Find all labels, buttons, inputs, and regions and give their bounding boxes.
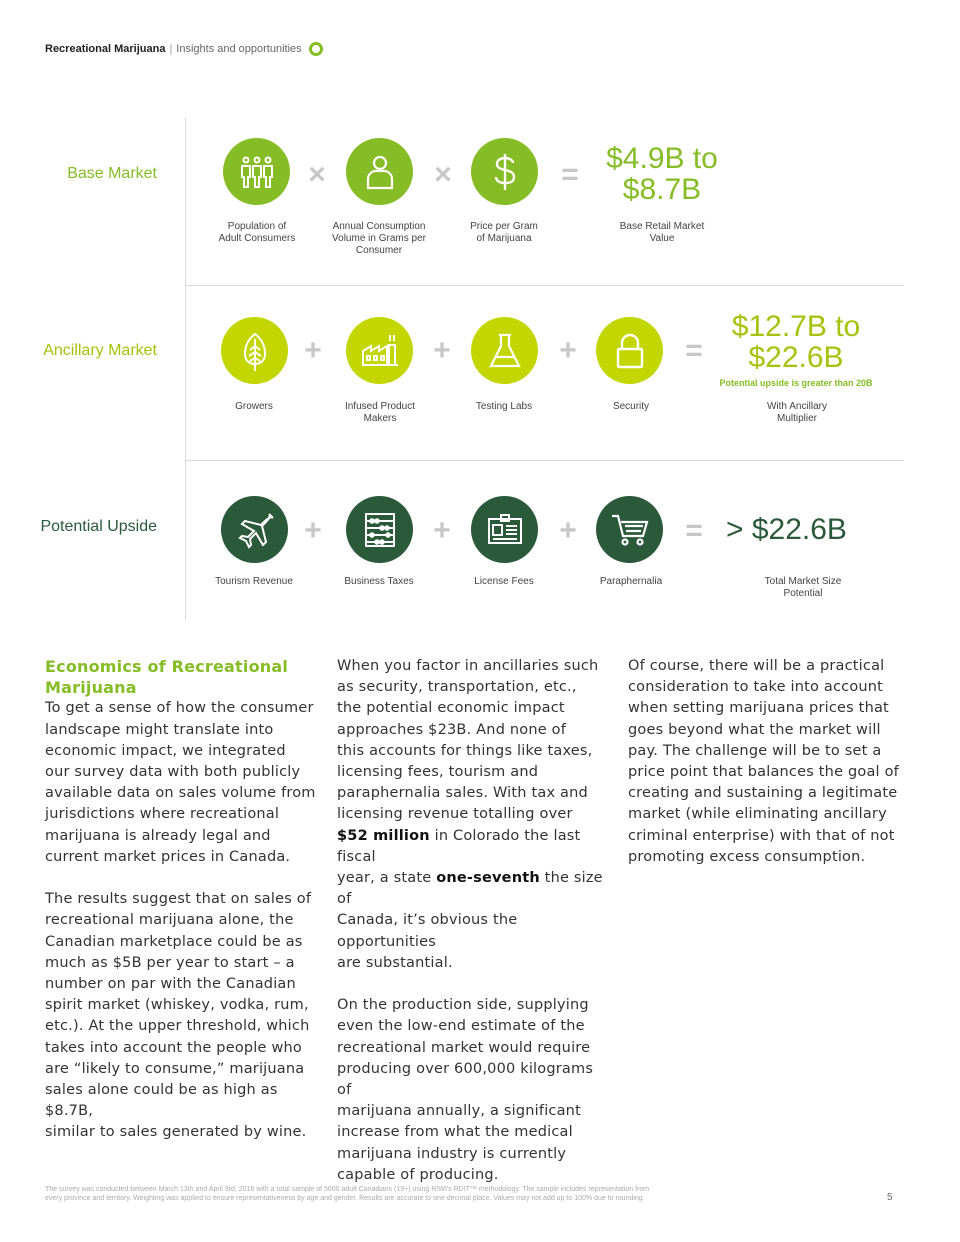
text-line: jurisdictions where recreational: [45, 806, 280, 823]
caption-line: Adult Consumers: [218, 233, 296, 244]
dollar-icon: [471, 138, 538, 205]
text-line: current market prices in Canada.: [45, 848, 291, 865]
caption-line: Population of: [227, 221, 287, 232]
caption-line: License Fees: [474, 576, 534, 587]
text-line: paraphernalia sales. With tax and: [337, 785, 588, 802]
caption-line: Base Retail Market: [619, 221, 705, 232]
survey-footnote: [45, 1185, 825, 1203]
text-line: pay. The challenge will be to set a: [628, 742, 882, 759]
caption-growers: [209, 401, 299, 413]
text-line: market (while eliminating ancillary: [628, 806, 887, 823]
text-line: Of course, there will be a practical: [628, 658, 885, 674]
footnote-line: every province and territory. Weighting was applied to ensure representativeness by age and gender. Results are accurate to one decimal place. Values may not add up to 100% due to rounding.: [45, 1195, 645, 1202]
paragraph: [628, 656, 908, 868]
operator-plus-2: +: [433, 334, 451, 367]
caption-security: [586, 401, 676, 413]
caption-base-result: [607, 221, 717, 245]
text-line: When you factor in ancillaries such: [337, 658, 599, 674]
text-line: are substantial.: [337, 954, 453, 971]
text-line: increase from what the medical: [337, 1124, 573, 1141]
abacus-icon: [346, 496, 413, 563]
text-line: when setting marijuana prices that: [628, 700, 889, 717]
text-line: Canada, it’s obvious the opportunities: [337, 912, 518, 950]
license-card-icon: [471, 496, 538, 563]
caption-infused-product: [325, 401, 435, 425]
text-fragment: the size of: [337, 870, 603, 908]
caption-ancillary-result: [742, 401, 852, 425]
caption-line: Total Market Size: [764, 576, 842, 587]
header-subtitle: Insights and opportunities: [176, 43, 302, 55]
factory-icon: [346, 317, 413, 384]
text-line: [337, 826, 612, 868]
text-line: To get a sense of how the consumer: [45, 700, 314, 717]
text-line: [337, 868, 612, 910]
caption-line: Testing Labs: [475, 401, 533, 412]
text-line: similar to sales generated by wine.: [45, 1124, 307, 1141]
caption-line: Price per Gram: [470, 221, 538, 232]
caption-line: Annual Consumption: [332, 221, 426, 232]
operator-equals-1: =: [561, 158, 579, 191]
text-line: even the low-end estimate of the: [337, 1018, 585, 1035]
ancillary-market-result: [716, 311, 876, 373]
text-line: available data on sales volume from: [45, 785, 316, 802]
text-line: recreational market would require: [337, 1039, 591, 1056]
heading-line: Economics of Recreational: [45, 657, 289, 676]
text-line: spirit market (whiskey, vodka, rum,: [45, 997, 309, 1014]
caption-line: Consumer: [355, 245, 403, 256]
highlight-one-seventh: one-seventh: [436, 870, 540, 887]
caption-line: Multiplier: [776, 413, 817, 424]
text-line: number on par with the Canadian: [45, 976, 296, 993]
lock-icon: [596, 317, 663, 384]
caption-line: Tourism Revenue: [215, 576, 293, 587]
caption-line: Business Taxes: [344, 576, 414, 587]
caption-line: Security: [612, 401, 650, 412]
article-column-3: [628, 656, 908, 889]
row-label-potential-upside: Potential Upside: [40, 518, 157, 535]
text-line: much as $5B per year to start – a: [45, 954, 295, 971]
operator-plus-6: +: [559, 514, 577, 547]
paragraph: [45, 889, 320, 1143]
text-line: creating and sustaining a legitimate: [628, 785, 898, 802]
text-line: licensing fees, tourism and: [337, 764, 539, 781]
row-label-ancillary-market: Ancillary Market: [43, 342, 157, 359]
operator-plus-1: +: [304, 334, 322, 367]
text-line: consideration to take into account: [628, 679, 884, 696]
text-line: The results suggest that on sales of: [45, 891, 312, 908]
text-line: the potential economic impact: [337, 700, 565, 717]
caption-line: Paraphernalia: [599, 576, 663, 587]
operator-plus-4: +: [304, 514, 322, 547]
text-line: etc.). At the upper threshold, which: [45, 1018, 310, 1035]
person-icon: [346, 138, 413, 205]
text-line: marijuana industry is currently: [337, 1145, 567, 1162]
text-line: as security, transportation, etc.,: [337, 679, 577, 696]
caption-line: Volume in Grams per: [332, 233, 426, 244]
header-title: Recreational Marijuana: [45, 43, 166, 55]
text-line: sales alone could be as high as $8.7B,: [45, 1082, 278, 1120]
operator-plus-3: +: [559, 334, 577, 367]
text-line: Canadian marketplace could be as: [45, 933, 303, 950]
caption-upside-result: [748, 576, 858, 600]
caption-population: [212, 221, 302, 245]
caption-line: Makers: [363, 413, 397, 424]
flask-icon: [471, 317, 538, 384]
caption-line: Infused Product: [344, 401, 416, 412]
text-line: On the production side, supplying: [337, 997, 589, 1014]
page-number: 5: [887, 1192, 893, 1203]
text-line: marijuana is already legal and: [45, 827, 271, 844]
text-line: goes beyond what the market will: [628, 721, 881, 738]
row-divider-1: [186, 285, 904, 286]
operator-times-1: ×: [308, 158, 326, 191]
text-line: promoting excess consumption.: [628, 848, 866, 865]
text-line: economic impact, we integrated: [45, 742, 286, 759]
operator-plus-5: +: [433, 514, 451, 547]
operator-equals-3: =: [685, 514, 703, 547]
text-line: our survey data with both publicly: [45, 764, 301, 781]
people-icon: [223, 138, 290, 205]
text-fragment: year, a state: [337, 870, 437, 887]
text-line: landscape might translate into: [45, 721, 274, 738]
text-line: are “likely to consume,” marijuana: [45, 1060, 305, 1077]
footnote-line: The survey was conducted between March 13th and April 3rd, 2016 with a total sample of 5000 adult Canadians (19+) using RIWI’s RDIT™ methodology. The sample includes representation from: [45, 1186, 650, 1193]
caption-line: Value: [649, 233, 675, 244]
text-line: price point that balances the goal of: [628, 764, 899, 781]
paragraph: [45, 698, 320, 868]
row-divider-2: [186, 460, 904, 461]
caption-license-fees: [459, 576, 549, 588]
paragraph: [337, 656, 612, 974]
text-line: this accounts for things like taxes,: [337, 742, 593, 759]
potential-upside-note: Potential upside is greater than 20B: [719, 378, 873, 388]
caption-line: With Ancillary: [766, 401, 827, 412]
operator-times-2: ×: [434, 158, 452, 191]
caption-paraphernalia: [586, 576, 676, 588]
text-line: capable of producing.: [337, 1166, 499, 1183]
brand-logo-icon: [309, 42, 323, 56]
caption-business-taxes: [334, 576, 424, 588]
text-fragment: in Colorado the last fiscal: [337, 827, 581, 865]
caption-line: Potential: [783, 588, 823, 599]
article-heading: [45, 656, 320, 698]
header-separator: |: [169, 43, 173, 55]
caption-price: [459, 221, 549, 245]
infographic-vertical-divider: [185, 117, 186, 620]
text-line: approaches $23B. And none of: [337, 721, 567, 738]
caption-consumption: [324, 221, 434, 257]
text-line: producing over 600,000 kilograms of: [337, 1060, 594, 1099]
airplane-icon: [221, 496, 288, 563]
heading-line: Marijuana: [45, 678, 137, 698]
caption-line: Growers: [235, 401, 273, 412]
highlight-52-million: $52 million: [337, 827, 430, 844]
caption-tourism: [209, 576, 299, 588]
row-label-base-market: Base Market: [67, 165, 157, 182]
ancillary-result-line-1: $12.7B to: [731, 310, 861, 343]
ancillary-result-line-2: $22.6B: [748, 341, 844, 374]
page-header: [45, 42, 323, 56]
text-line: takes into account the people who: [45, 1039, 302, 1056]
base-result-line-1: $4.9B to: [606, 142, 718, 175]
upside-result: > $22.6B: [726, 513, 847, 546]
text-line: marijuana annually, a significant: [337, 1103, 581, 1120]
paragraph: [337, 995, 612, 1186]
text-line: recreational marijuana alone, the: [45, 912, 294, 929]
base-market-result: [598, 143, 726, 205]
article-column-1: [45, 656, 320, 1165]
leaf-icon: [221, 317, 288, 384]
text-line: criminal enterprise) with that of not: [628, 827, 895, 844]
article-column-2: [337, 656, 612, 1207]
caption-line: of Marijuana: [476, 233, 532, 244]
operator-equals-2: =: [685, 334, 703, 367]
caption-testing-labs: [459, 401, 549, 413]
shopping-cart-icon: [596, 496, 663, 563]
base-result-line-2: $8.7B: [622, 173, 702, 206]
text-line: licensing revenue totalling over: [337, 806, 573, 823]
